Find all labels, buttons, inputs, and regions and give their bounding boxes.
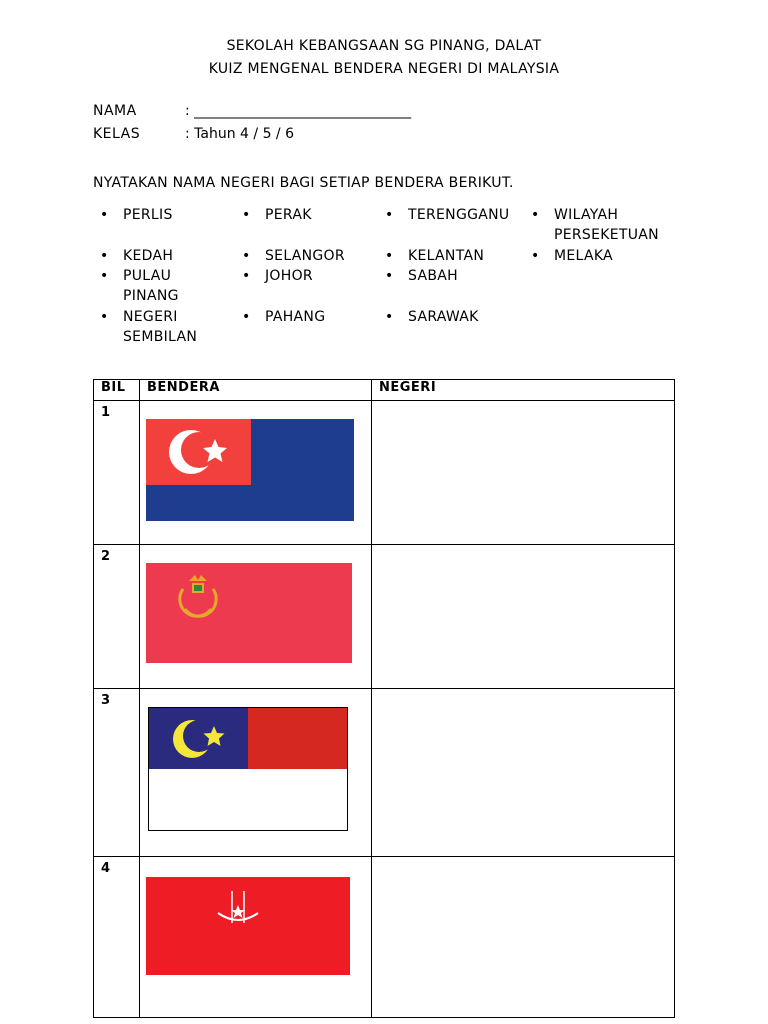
bullet-icon: •	[100, 207, 109, 223]
class-label: KELAS	[93, 126, 141, 142]
table-row	[94, 401, 675, 545]
bullet-icon: •	[385, 268, 394, 284]
flag-cell	[140, 545, 372, 689]
answer-cell[interactable]	[372, 857, 675, 1018]
state-list	[0, 0, 768, 360]
johor-flag-image	[146, 419, 354, 521]
bullet-icon: •	[531, 207, 540, 223]
header-bil: BIL	[94, 380, 140, 401]
bullet-icon: •	[385, 207, 394, 223]
table-row	[94, 689, 675, 857]
school-name: SEKOLAH KEBANGSAAN SG PINANG, DALAT	[226, 38, 542, 54]
list-item: • PULAU PINANG	[100, 268, 179, 304]
table-row	[94, 545, 675, 689]
name-blank[interactable]: : _______________________________	[185, 103, 412, 119]
quiz-table	[93, 379, 675, 1018]
list-item: • SABAH	[385, 268, 458, 284]
list-item: • PERLIS	[100, 207, 173, 223]
list-item: • KELANTAN	[385, 248, 485, 264]
bullet-icon: •	[385, 309, 394, 325]
bullet-icon: •	[242, 268, 251, 284]
list-item: • TERENGGANU	[385, 207, 510, 223]
row-number: 4	[94, 857, 140, 1018]
class-value: : Tahun 4 / 5 / 6	[185, 126, 295, 142]
name-label: NAMA	[93, 103, 137, 119]
list-item: • JOHOR	[242, 268, 313, 284]
bullet-icon: •	[242, 207, 251, 223]
answer-cell[interactable]	[372, 689, 675, 857]
list-item: • NEGERI SEMBILAN	[100, 309, 198, 345]
bullet-icon: •	[100, 309, 109, 325]
table-header-row	[94, 380, 675, 401]
flag-field-red	[146, 563, 352, 663]
flag-cell	[140, 689, 372, 857]
answer-cell[interactable]	[372, 545, 675, 689]
list-item: • WILAYAH PERSEKETUAN	[531, 207, 659, 243]
list-item: • KEDAH	[100, 248, 174, 264]
bullet-icon: •	[242, 248, 251, 264]
flag-cell	[140, 401, 372, 545]
bullet-icon: •	[100, 248, 109, 264]
bullet-icon: •	[242, 309, 251, 325]
table-row	[94, 857, 675, 1018]
list-item: • MELAKA	[531, 248, 613, 264]
list-item: • SELANGOR	[242, 248, 345, 264]
header-bendera: BENDERA	[140, 380, 372, 401]
flag-cell	[140, 857, 372, 1018]
row-number: 2	[94, 545, 140, 689]
list-item: • SARAWAK	[385, 309, 479, 325]
list-item: • PERAK	[242, 207, 312, 223]
answer-cell[interactable]	[372, 401, 675, 545]
header-negeri: NEGERI	[372, 380, 675, 401]
kedah-flag-image	[146, 563, 352, 663]
bullet-icon: •	[385, 248, 394, 264]
bullet-icon: •	[531, 248, 540, 264]
kelantan-flag-image	[146, 877, 350, 975]
row-number: 3	[94, 689, 140, 857]
list-item: • PAHANG	[242, 309, 326, 325]
melaka-flag-image	[148, 707, 348, 831]
quiz-title: KUIZ MENGENAL BENDERA NEGERI DI MALAYSIA	[208, 61, 560, 77]
instruction-text: NYATAKAN NAMA NEGERI BAGI SETIAP BENDERA BERIKUT.	[93, 175, 514, 191]
bullet-icon: •	[100, 268, 109, 284]
flag-field-red	[146, 877, 350, 975]
row-number: 1	[94, 401, 140, 545]
